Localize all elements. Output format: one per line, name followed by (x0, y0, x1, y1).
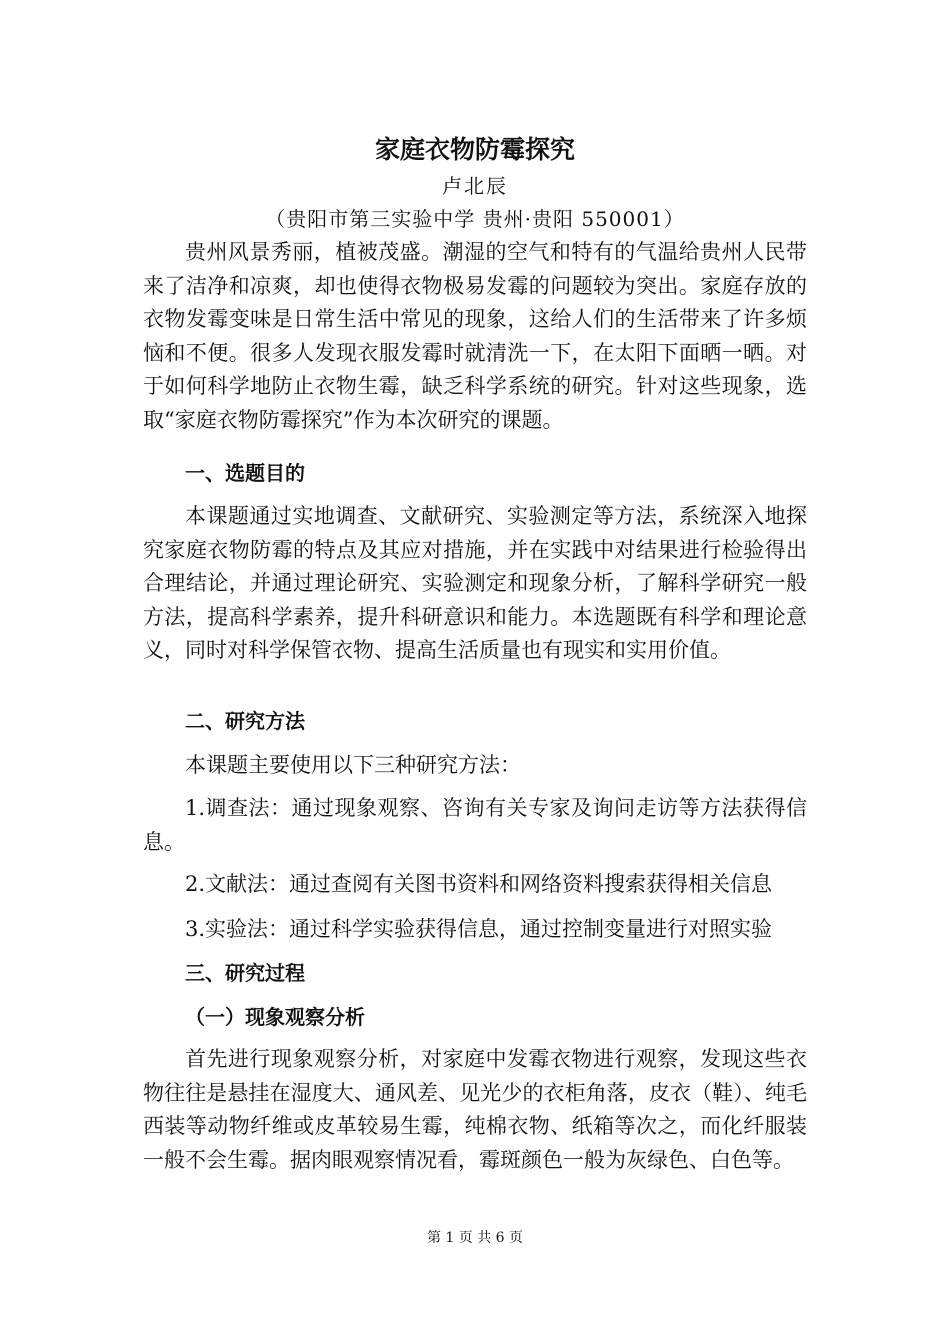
section-heading-methods: 二、研究方法 (185, 709, 305, 733)
observation-paragraph: 首先进行现象观察分析，对家庭中发霉衣物进行观察，发现这些衣物往往是悬挂在湿度大、通风差、见光少的衣柜角落，皮衣（鞋）、纯毛西装等动物纤维或皮革较易生霉，纯棉衣物、纸箱等次之，而化纤服装一般不会生霉。据肉眼观察情况看，霉斑颜色一般为灰绿色、白色等。 (143, 1047, 807, 1172)
method-item: 2.文献法：通过查阅有关图书资料和网络资料搜索获得相关信息 (185, 872, 773, 896)
author-affiliation: （贵阳市第三实验中学 贵州·贵阳 550001） (265, 207, 685, 231)
subsection-heading-observation: （一）现象观察分析 (185, 1005, 365, 1029)
author-name: 卢北辰 (442, 174, 508, 198)
method-item: 1.调查法：通过现象观察、咨询有关专家及询问走访等方法获得信息。 (143, 796, 807, 854)
section-heading-purpose: 一、选题目的 (185, 461, 305, 485)
intro-paragraph: 贵州风景秀丽，植被茂盛。潮湿的空气和特有的气温给贵州人民带来了洁净和凉爽，却也使得衣物极易发霉的问题较为突出。家庭存放的衣物发霉变味是日常生活中常见的现象，这给人们的生活带来了许多烦恼和不便。很多人发现衣服发霉时就清洗一下，在太阳下面晒一晒。对于如何科学地防止衣物生霉，缺乏科学系统的研究。针对这些现象，选取“家庭衣物防霉探究”作为本次研究的课题。 (143, 240, 807, 432)
method-item: 3.实验法：通过科学实验获得信息，通过控制变量进行对照实验 (185, 917, 773, 941)
document-title: 家庭衣物防霉探究 (374, 135, 575, 164)
page-footer: 第 1 页 共 6 页 (426, 1230, 524, 1246)
section-heading-process: 三、研究过程 (185, 961, 305, 985)
purpose-paragraph: 本课题通过实地调查、文献研究、实验测定等方法，系统深入地探究家庭衣物防霉的特点及其应对措施，并在实践中对结果进行检验得出合理结论，并通过理论研究、实验测定和现象分析，了解科学研究一般方法，提高科学素养，提升科研意识和能力。本选题既有科学和理论意义，同时对科学保管衣物、提高生活质量也有现实和实用价值。 (143, 504, 807, 662)
methods-intro: 本课题主要使用以下三种研究方法： (185, 753, 521, 777)
